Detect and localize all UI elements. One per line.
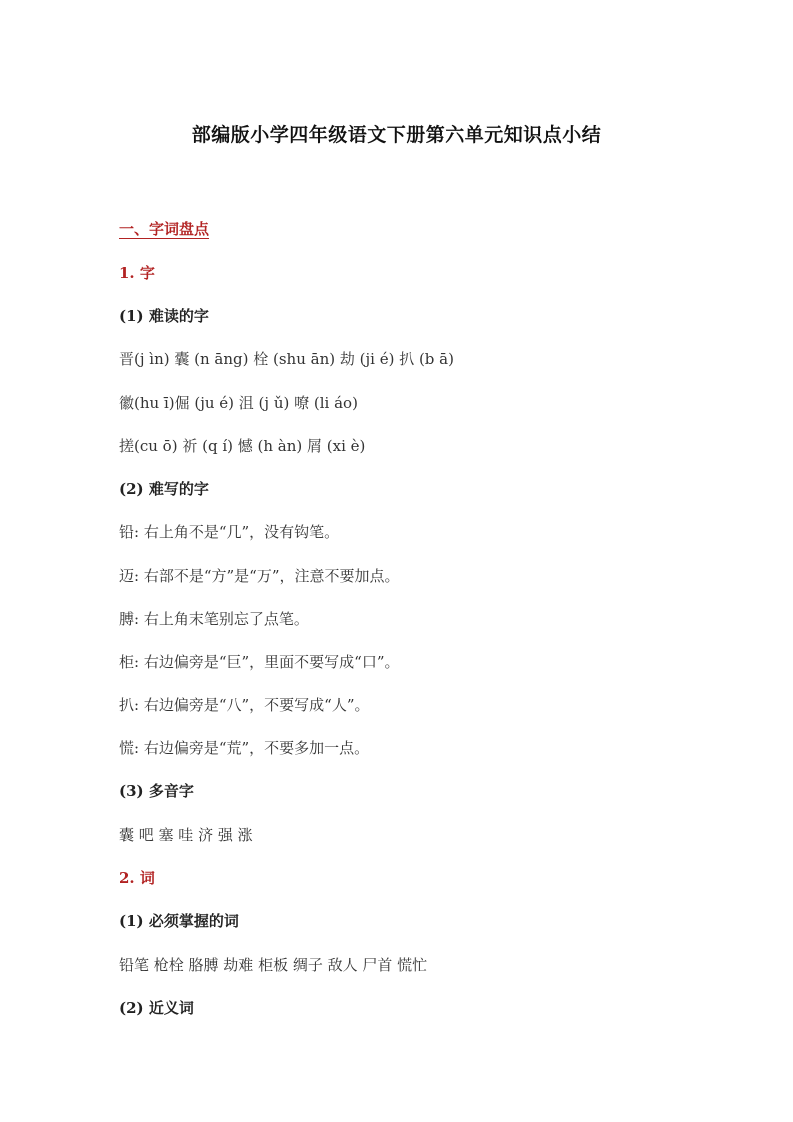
writing-note-6: 慌: 右边偏旁是“荒”，不要多加一点。 [119, 739, 370, 757]
section-heading-word-review: 一、字词盘点 [119, 220, 210, 238]
subsection-heading-characters: 1. 字 [119, 264, 155, 282]
writing-note-2: 迈: 右部不是“方”是“万”，注意不要加点。 [119, 567, 400, 585]
heading-polyphones: (3) 多音字 [119, 782, 194, 800]
writing-note-1: 铅: 右上角不是“几”，没有钩笔。 [119, 523, 340, 541]
writing-note-3: 膊: 右上角末笔别忘了点笔。 [119, 610, 309, 628]
heading-difficult-to-write: (2) 难写的字 [119, 480, 209, 498]
heading-must-master-words: (1) 必须掌握的词 [119, 912, 239, 930]
subsection-heading-words: 2. 词 [119, 869, 155, 887]
pinyin-line-2: 徽(hu ī)倔 (ju é) 沮 (j ǔ) 嘹 (li áo) [119, 394, 358, 412]
page-title: 部编版小学四年级语文下册第六单元知识点小结 [191, 124, 602, 146]
polyphone-list: 囊 吧 塞 哇 济 强 涨 [119, 826, 253, 844]
heading-synonyms: (2) 近义词 [119, 999, 194, 1017]
writing-note-4: 柜: 右边偏旁是“巨”，里面不要写成“口”。 [119, 653, 400, 671]
pinyin-line-3: 搓(cu ō) 祈 (q í) 憾 (h àn) 屑 (xi è) [119, 437, 366, 455]
heading-difficult-to-read: (1) 难读的字 [119, 307, 209, 325]
must-master-word-list: 铅笔 枪栓 胳膊 劫难 柜板 绸子 敌人 尸首 慌忙 [119, 956, 428, 974]
pinyin-line-1: 晋(j ìn) 囊 (n āng) 栓 (shu ān) 劫 (ji é) 扒 (b ā) [119, 350, 454, 368]
writing-note-5: 扒: 右边偏旁是“八”，不要写成“人”。 [119, 696, 370, 714]
